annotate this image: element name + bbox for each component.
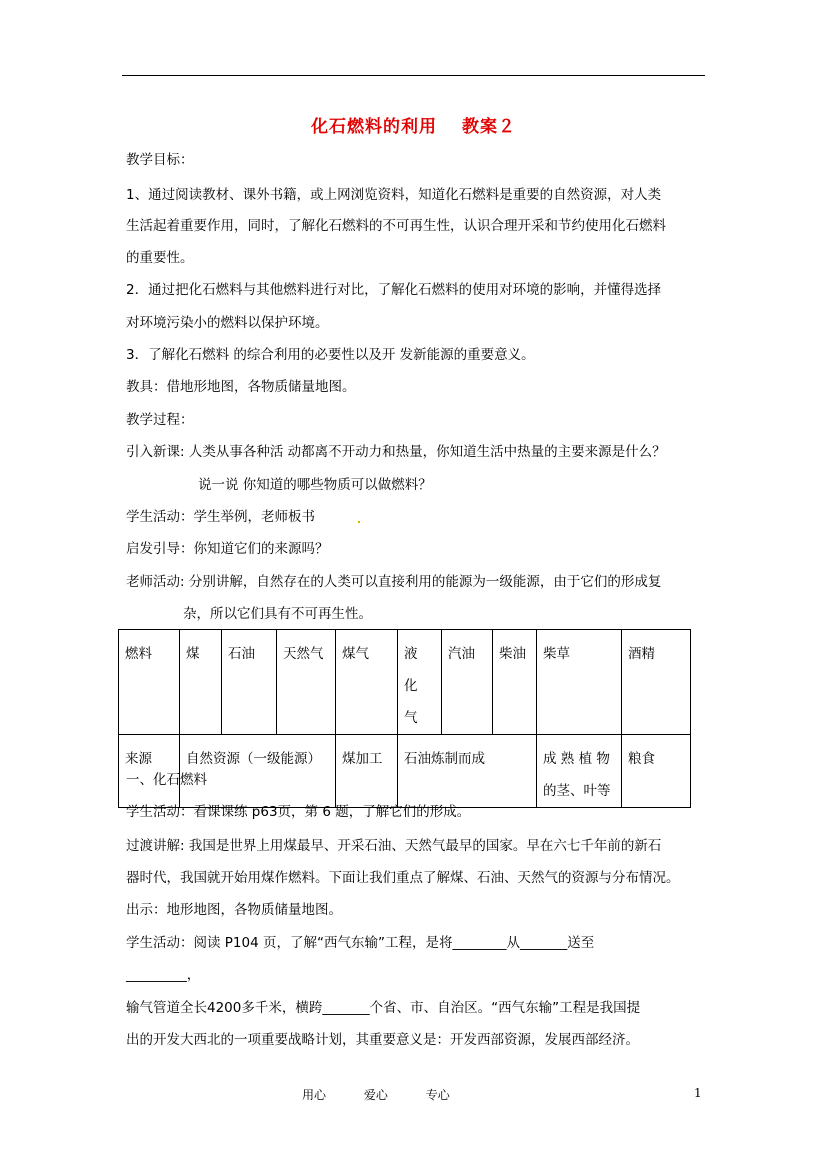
text-line: 3．了解化石燃料 的综合利用的必要性以及开 发新能源的重要意义。 [126, 347, 535, 363]
table-row [119, 630, 691, 735]
table-cell: 柴油 [493, 630, 537, 735]
table-cell: 来源 [119, 735, 180, 808]
table-cell: 液 化 气 [398, 630, 442, 735]
table-cell: 汽油 [442, 630, 493, 735]
header-rule [122, 75, 705, 76]
text-line: 出的开发大西北的一项重要战略计划，其重要意义是：开发西部资源，发展西部经济。 [126, 1032, 639, 1048]
table-cell: 煤 [180, 630, 222, 735]
text-line: 学生活动：阅读 P104 页，了解“西气东输”工程，是将________从_______送至 [126, 935, 595, 951]
text-line: 生活起着重要作用，同时，了解化石燃料的不可再生性，认识合理开采和节约使用化石燃料 [126, 218, 666, 234]
text-line: 过渡讲解: 我国是世界上用煤最早、开采石油、天然气最早的国家。早在六七千年前的新石 [126, 838, 662, 854]
footer-word: 用心 [302, 1088, 327, 1102]
table-cell: 煤气 [336, 630, 398, 735]
text-line: 学生活动：学生举例，老师板书 [126, 509, 315, 525]
text-line: 1、通过阅读教材、课外书籍，或上网浏览资料，知道化石燃料是重要的自然资源，对人类 [126, 187, 662, 203]
table-cell: 煤加工 [336, 735, 398, 808]
text-line: 学生活动：看课课练 p63页，第 6 题，了解它们的形成。 [126, 804, 471, 820]
text-line: 教学过程： [126, 412, 194, 428]
text-line: 杂，所以它们具有不可再生性。 [183, 606, 372, 622]
text-line: 启发引导：你知道它们的来源吗？ [126, 541, 329, 557]
table-cell: 酒精 [622, 630, 691, 735]
footer-word: 专心 [425, 1088, 450, 1102]
text-line: 老师活动: 分别讲解，自然存在的人类可以直接利用的能源为一级能源，由于它们的形成复 [126, 574, 662, 590]
table-cell: 成 熟 植 物 的茎、叶等 [537, 735, 622, 808]
stray-mark [358, 521, 360, 523]
table-cell: 石油 [222, 630, 277, 735]
text-line: 教具：借地形地图，各物质储量地图。 [126, 379, 356, 395]
footer-word: 爱心 [363, 1088, 388, 1102]
table-cell: 燃料 [119, 630, 180, 735]
table-cell: 天然气 [277, 630, 336, 735]
text-line: 说一说 你知道的哪些物质可以做燃料？ [198, 477, 432, 493]
text-line: 输气管道全长4200多千米，横跨_______个省、市、自治区。“西气东输”工程是我国提 [126, 1000, 641, 1016]
table-cell: 自然资源（一级能源） [180, 735, 336, 808]
text-line: 出示：地形地图，各物质储量地图。 [126, 902, 342, 918]
page-title: 化石燃料的利用 教案２ [311, 117, 516, 137]
text-line: 器时代，我国就开始用煤作燃料。下面让我们重点了解煤、石油、天然气的资源与分布情况。 [126, 870, 680, 886]
text-line: 引入新课: 人类从事各种活 动都离不开动力和热量，你知道生活中热量的主要来源是什么？ [126, 444, 666, 460]
text-line: 对环境污染小的燃料以保护环境。 [126, 315, 329, 331]
text-line: _________， [126, 967, 201, 983]
page-number: 1 [694, 1086, 702, 1100]
text-line: 2．通过把化石燃料与其他燃料进行对比，了解化石燃料的使用对环境的影响，并懂得选择 [126, 282, 662, 298]
section-heading: 一、化石燃料 [126, 772, 207, 788]
table-cell: 石油炼制而成 [398, 735, 537, 808]
text-line: 教学目标： [126, 152, 194, 168]
text-line: 的重要性。 [126, 250, 194, 266]
table-cell: 柴草 [537, 630, 622, 735]
table-cell: 粮食 [622, 735, 691, 808]
